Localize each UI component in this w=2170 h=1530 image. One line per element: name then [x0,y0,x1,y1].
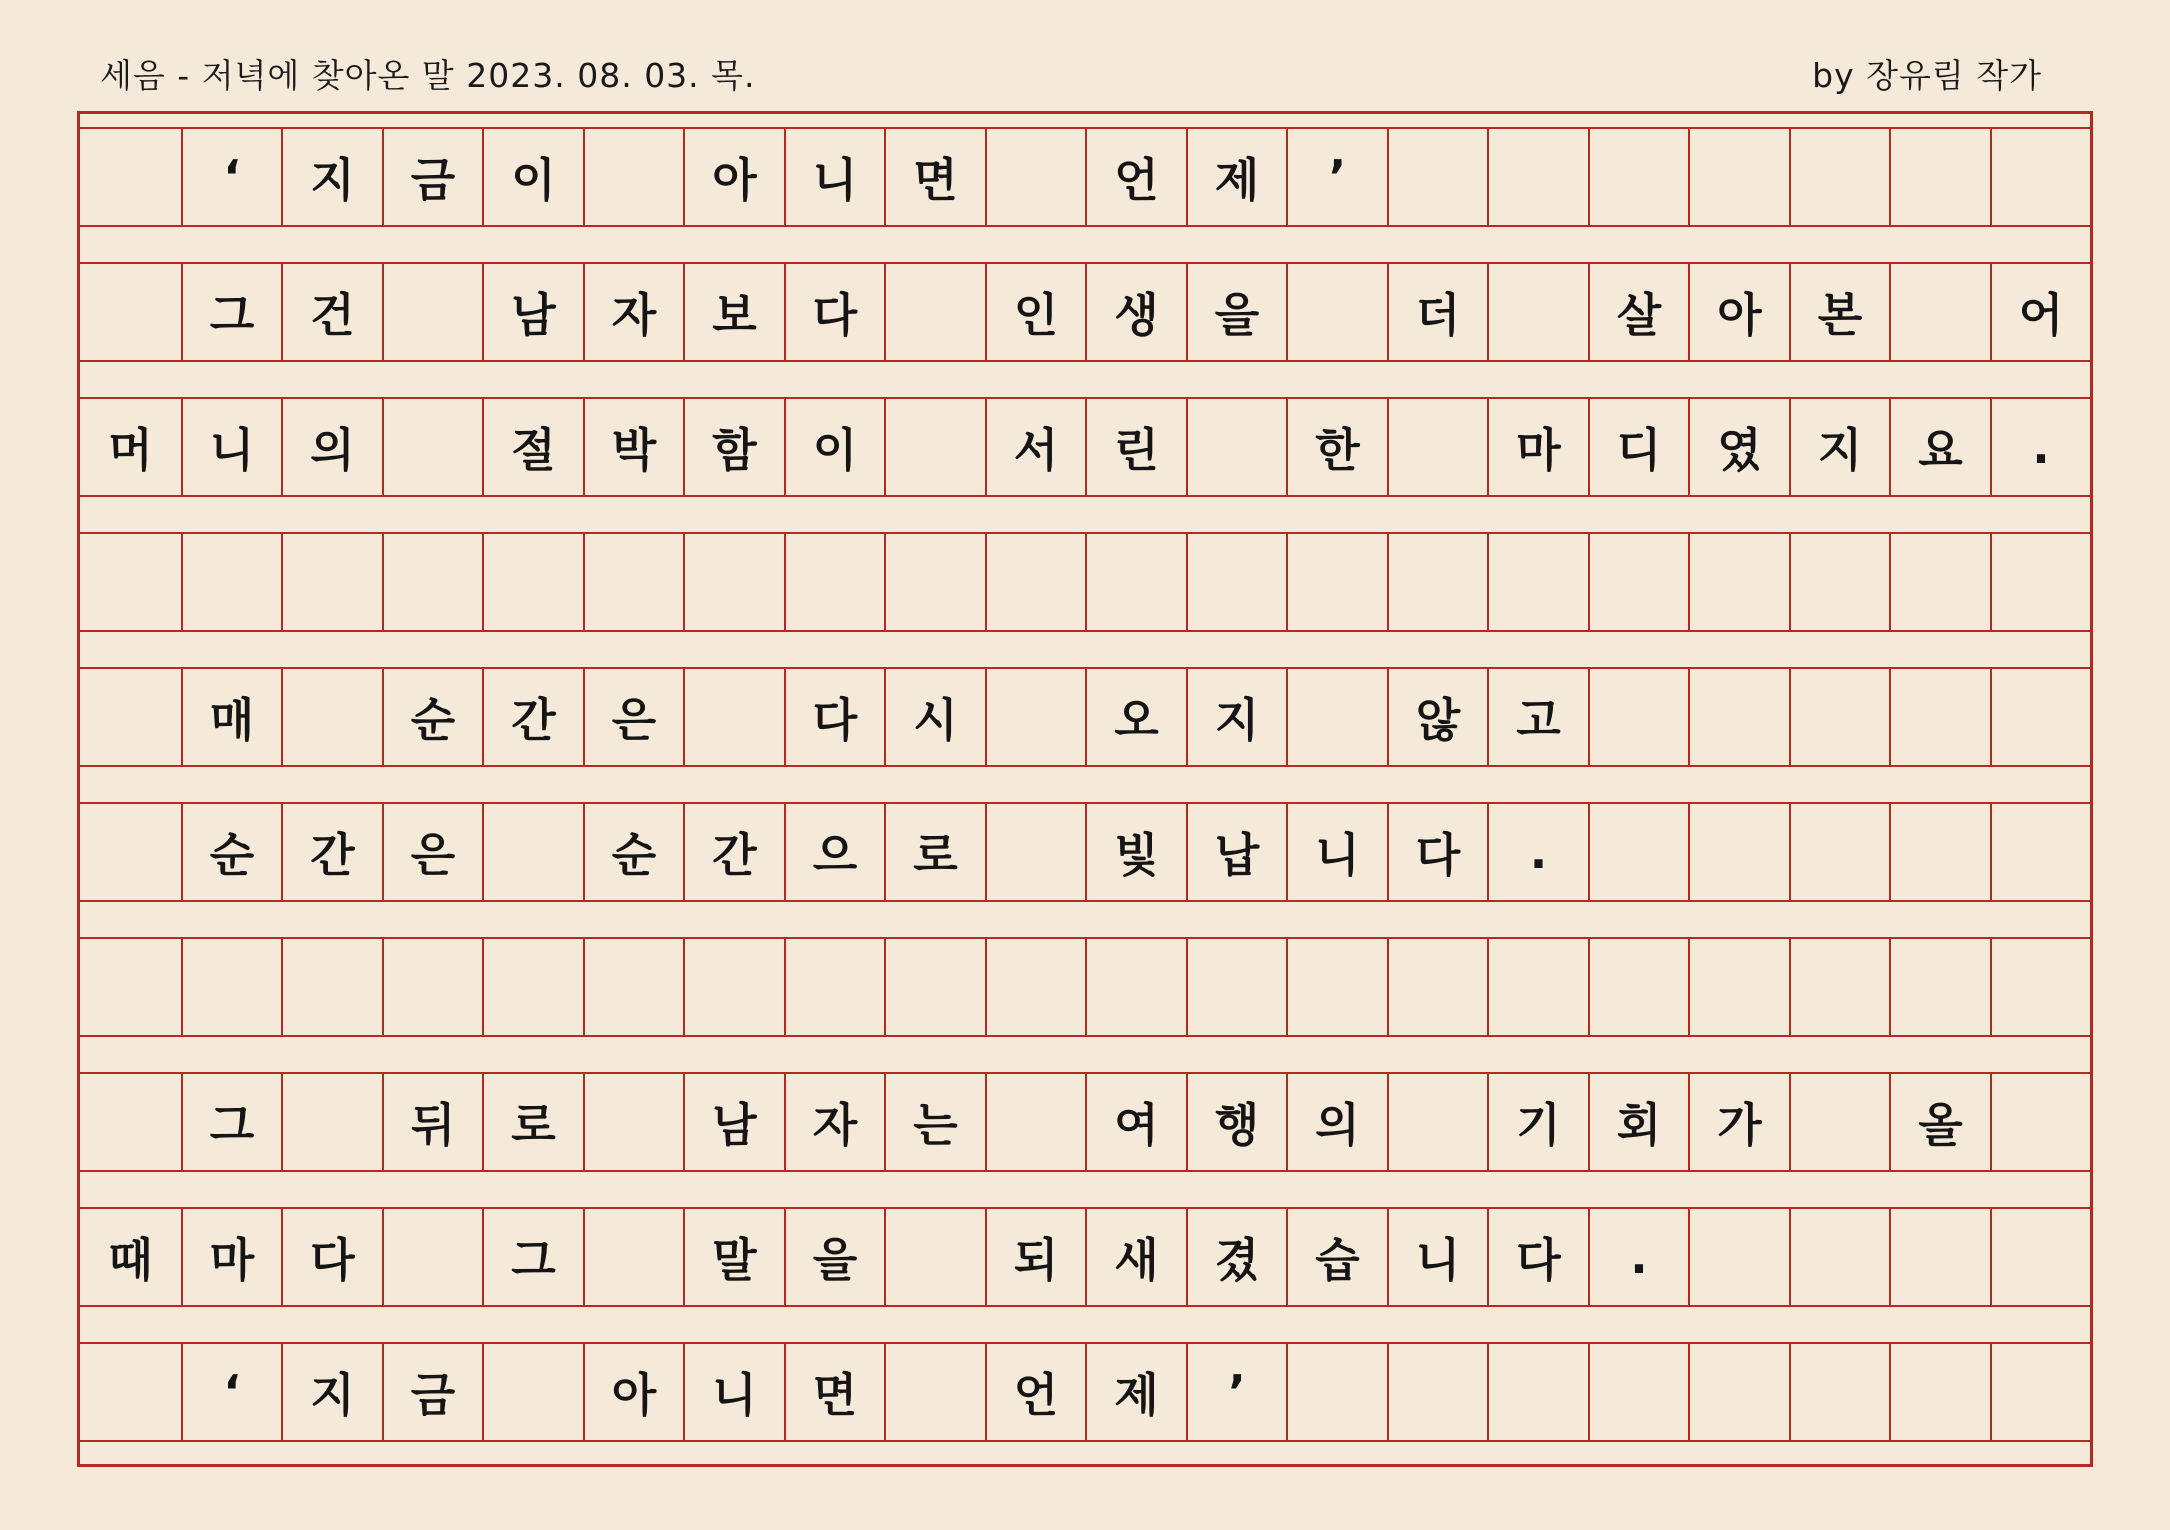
grid-cell: 지 [281,1344,382,1440]
grid-cell: 고 [1487,669,1588,765]
grid-cell [583,939,683,1035]
grid-cell: 더 [1387,264,1487,360]
grid-cell [1186,399,1286,495]
grid-cell: 다 [784,264,884,360]
grid-cell [1789,1074,1889,1170]
grid-cell: 제 [1085,1344,1186,1440]
grid-cell: 그 [181,264,281,360]
grid-cell: 그 [482,1209,583,1305]
document-title: 세음 - 저녁에 찾아온 말 2023. 08. 03. 목. [100,56,756,95]
grid-cell: 납 [1186,804,1286,900]
grid-row [80,532,2090,632]
grid-cell: 생 [1085,264,1186,360]
grid-cell [482,804,583,900]
grid-cell: 이 [482,129,583,225]
document-author: by 장유림 작가 [1812,56,2042,95]
grid-row [80,1342,2090,1442]
grid-cell [1387,1074,1487,1170]
grid-cell [482,1344,583,1440]
grid-cell [1688,1209,1789,1305]
grid-cell [80,669,181,765]
grid-cell [1085,534,1186,630]
grid-cell [1990,1209,2090,1305]
grid-cell [1789,1209,1889,1305]
grid-cell: 다 [1487,1209,1588,1305]
grid-cell: 니 [784,129,884,225]
grid-cell [1789,129,1889,225]
grid-cell [1588,1344,1688,1440]
grid-cell [382,1209,482,1305]
grid-cell [1789,939,1889,1035]
grid-cell: 절 [482,399,583,495]
grid-cell: 은 [382,804,482,900]
grid-cell: 기 [1487,1074,1588,1170]
grid-cell: 순 [382,669,482,765]
grid-cell [1085,939,1186,1035]
grid-cell: 행 [1186,1074,1286,1170]
grid-cell [281,939,382,1035]
grid-row [80,397,2090,497]
grid-cell [985,129,1085,225]
grid-cell: 되 [985,1209,1085,1305]
grid-cell [1688,129,1789,225]
grid-row [80,262,2090,362]
grid-cell [1889,1209,1990,1305]
grid-cell: 박 [583,399,683,495]
grid-cell [1688,669,1789,765]
grid-cell: 어 [1990,264,2090,360]
grid-cell: 다 [784,669,884,765]
grid-cell [583,1209,683,1305]
grid-cell: 서 [985,399,1085,495]
grid-cell: 제 [1186,129,1286,225]
grid-cell: 다 [1387,804,1487,900]
grid-cell [1889,804,1990,900]
grid-row [80,127,2090,227]
grid-cell [1487,939,1588,1035]
grid-cell: 의 [281,399,382,495]
grid-cell: 으 [784,804,884,900]
grid-cell [1889,534,1990,630]
grid-cell: 새 [1085,1209,1186,1305]
grid-cell [80,804,181,900]
grid-cell [1688,1344,1789,1440]
grid-cell: ‘ [181,1344,281,1440]
grid-cell [985,939,1085,1035]
grid-cell [1588,534,1688,630]
grid-cell: 순 [583,804,683,900]
grid-cell: 살 [1588,264,1688,360]
grid-cell [1387,399,1487,495]
grid-cell [181,939,281,1035]
grid-cell [884,534,985,630]
grid-cell [1889,669,1990,765]
grid-cell [884,264,985,360]
grid-cell [1889,939,1990,1035]
grid-cell [1487,129,1588,225]
grid-cell [784,939,884,1035]
grid-cell [80,939,181,1035]
grid-cell: 남 [482,264,583,360]
grid-cell: 니 [683,1344,784,1440]
grid-cell [884,1209,985,1305]
grid-cell [884,399,985,495]
grid-cell [1789,669,1889,765]
grid-cell: ’ [1186,1344,1286,1440]
grid-cell [482,939,583,1035]
grid-cell: 아 [1688,264,1789,360]
grid-cell [985,534,1085,630]
grid-cell [1387,939,1487,1035]
grid-cell: . [1588,1209,1688,1305]
grid-cell [884,939,985,1035]
grid-cell: 요 [1889,399,1990,495]
grid-cell: 순 [181,804,281,900]
grid-cell [1487,534,1588,630]
grid-cell: 언 [1085,129,1186,225]
grid-cell [1387,1344,1487,1440]
grid-cell: 금 [382,1344,482,1440]
grid-cell [80,1344,181,1440]
grid-cell [583,534,683,630]
grid-cell [382,939,482,1035]
grid-cell [1990,1074,2090,1170]
grid-cell [1286,1344,1387,1440]
grid-cell [1990,939,2090,1035]
grid-cell: 아 [583,1344,683,1440]
grid-cell [1990,804,2090,900]
grid-cell [683,534,784,630]
grid-cell: 남 [683,1074,784,1170]
grid-row [80,802,2090,902]
grid-cell: 디 [1588,399,1688,495]
grid-cell: 건 [281,264,382,360]
grid-cell [683,939,784,1035]
grid-cell [1990,534,2090,630]
grid-cell: 뒤 [382,1074,482,1170]
grid-cell: 였 [1688,399,1789,495]
grid-cell: 머 [108,423,153,477]
grid-cell [281,534,382,630]
grid-cell: 을 [1186,264,1286,360]
grid-cell: ’ [1286,129,1387,225]
grid-cell: 여 [1085,1074,1186,1170]
grid-cell [80,264,181,360]
grid-cell [80,534,181,630]
grid-cell [583,129,683,225]
grid-cell: 니 [181,399,281,495]
grid-cell: 지 [281,129,382,225]
grid-cell [1286,534,1387,630]
grid-cell: 본 [1789,264,1889,360]
grid-cell [1990,129,2090,225]
grid-cell: 않 [1387,669,1487,765]
grid-cell: 시 [884,669,985,765]
grid-cell: 인 [985,264,1085,360]
grid-cell: 지 [1789,399,1889,495]
grid-cell [683,669,784,765]
grid-cell [1688,534,1789,630]
grid-cell: 지 [1186,669,1286,765]
grid-cell: 오 [1085,669,1186,765]
grid-cell [1990,1344,2090,1440]
grid-cell [382,264,482,360]
grid-cell [1789,804,1889,900]
grid-cell [1688,804,1789,900]
grid-cell: 로 [482,1074,583,1170]
grid-cell [1286,939,1387,1035]
grid-cell [1286,669,1387,765]
grid-row [80,937,2090,1037]
grid-cell [482,534,583,630]
grid-cell [1186,534,1286,630]
grid-cell: . [1487,804,1588,900]
grid-cell: 때 [108,1233,153,1287]
grid-cell [1286,264,1387,360]
grid-cell: 금 [382,129,482,225]
grid-cell: 이 [784,399,884,495]
grid-cell: 면 [884,129,985,225]
grid-cell [382,534,482,630]
grid-cell: 한 [1286,399,1387,495]
grid-cell: 빛 [1085,804,1186,900]
grid-cell [1889,264,1990,360]
grid-cell [985,804,1085,900]
grid-cell: 마 [1487,399,1588,495]
grid-cell: 마 [181,1209,281,1305]
grid-row [80,667,2090,767]
grid-cell [80,129,181,225]
grid-cell [1688,939,1789,1035]
grid-cell [80,1074,181,1170]
grid-cell [281,1074,382,1170]
grid-cell [985,1074,1085,1170]
grid-cell [1487,264,1588,360]
grid-cell [884,1344,985,1440]
grid-cell: 니 [1387,1209,1487,1305]
grid-cell: 간 [482,669,583,765]
grid-cell [1588,129,1688,225]
grid-cell: 그 [181,1074,281,1170]
grid-cell: 언 [985,1344,1085,1440]
grid-cell: 함 [683,399,784,495]
grid-row [80,1207,2090,1307]
grid-cell: 의 [1286,1074,1387,1170]
grid-cell [181,534,281,630]
grid-cell: 은 [583,669,683,765]
grid-cell [1889,129,1990,225]
grid-cell: ‘ [181,129,281,225]
grid-cell: 간 [683,804,784,900]
grid-cell: 니 [1286,804,1387,900]
grid-cell [1588,669,1688,765]
grid-cell [1789,534,1889,630]
grid-cell: 로 [884,804,985,900]
grid-cell: 매 [181,669,281,765]
grid-cell [1387,534,1487,630]
grid-cell: 말 [683,1209,784,1305]
grid-cell [1990,669,2090,765]
grid-cell [985,669,1085,765]
grid-cell: 가 [1688,1074,1789,1170]
grid-cell: 다 [281,1209,382,1305]
grid-cell: 을 [784,1209,884,1305]
grid-cell: 린 [1085,399,1186,495]
grid-cell [281,669,382,765]
grid-cell: . [1990,399,2090,495]
manuscript-grid [77,111,2093,1467]
grid-cell: 겼 [1186,1209,1286,1305]
grid-cell: 는 [884,1074,985,1170]
grid-cell: 자 [784,1074,884,1170]
grid-cell [1789,1344,1889,1440]
grid-row [80,1072,2090,1172]
grid-cell [1889,1344,1990,1440]
grid-cell [1588,804,1688,900]
grid-cell: 면 [784,1344,884,1440]
grid-cell: 습 [1286,1209,1387,1305]
grid-cell [1387,129,1487,225]
grid-cell [382,399,482,495]
grid-cell [1186,939,1286,1035]
grid-cell: 아 [683,129,784,225]
grid-cell [784,534,884,630]
grid-cell [1487,1344,1588,1440]
grid-cell: 올 [1889,1074,1990,1170]
grid-cell: 보 [683,264,784,360]
grid-cell [583,1074,683,1170]
grid-cell: 회 [1588,1074,1688,1170]
grid-cell: 간 [281,804,382,900]
grid-cell: 자 [583,264,683,360]
grid-cell [1588,939,1688,1035]
